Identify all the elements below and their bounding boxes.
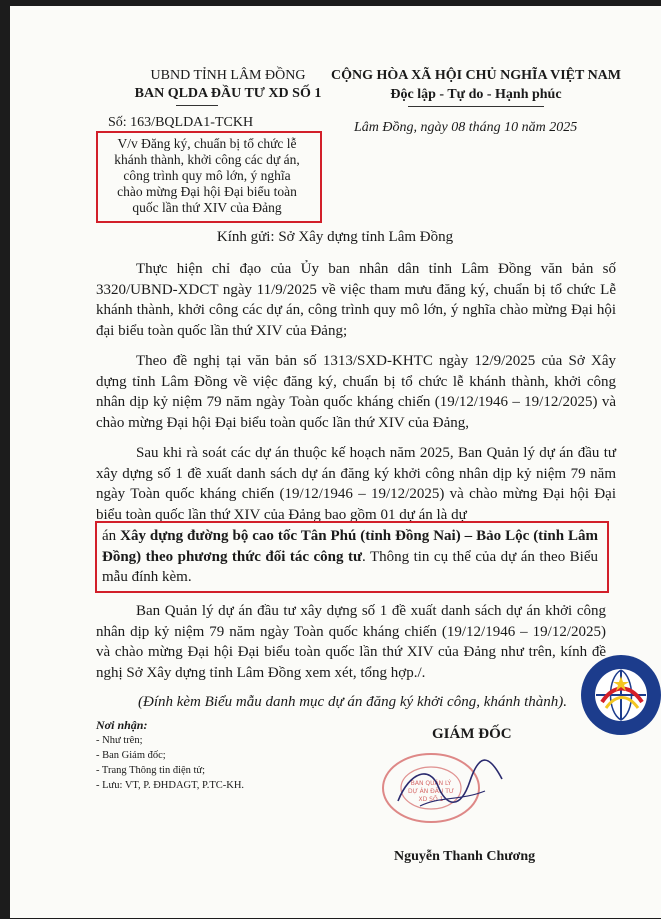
handwritten-signature-icon xyxy=(390,751,510,821)
subject-line: khánh thành, khởi công các dự án, xyxy=(114,152,300,167)
svg-text:DỰ ÁN ĐẦU TƯ: DỰ ÁN ĐẦU TƯ xyxy=(407,788,455,795)
highlight-suffix: . Thông tin cụ thể của dự án theo Biểu mẫu đính kèm. xyxy=(102,548,599,585)
subject-line: V/v Đăng ký, chuẩn bị tổ chức lễ xyxy=(117,136,297,151)
svg-text:XD SỐ 1: XD SỐ 1 xyxy=(418,796,444,803)
signer-name: Nguyễn Thanh Chương xyxy=(394,849,536,864)
svg-text:BAN QUẢN LÝ: BAN QUẢN LÝ xyxy=(410,780,452,787)
paragraph-4: Ban Quản lý dự án đầu tư xây dựng số 1 đề xuất danh sách dự án khởi công nhân dịp kỷ niệm 79 năm ngày Toàn quốc kháng chiến (19/12/1946 – 19/12/2025) và chào mừng Đại hội Đại biểu toàn quốc lần thứ XIV của Đảng như trên, kính đề nghị Sở Xây dựng tỉnh Lâm Đồng xem xét, tổng hợp./. xyxy=(96,603,606,681)
paragraph-3: Sau khi rà soát các dự án thuộc kế hoạch năm 2025, Ban Quản lý dự án đầu tư xây dựng số 1 đề xuất danh sách dự án đăng ký khởi công nhân dịp kỷ niệm 79 năm ngày Toàn quốc kháng chiến (19/12/1946 – 19/12/2025) và chào mừng Đại hội Đại biểu toàn quốc lần thứ XIV của Đảng bao gồm 01 dự án là dự xyxy=(96,445,616,523)
recipient-item: - Lưu: VT, P. ĐHDAGT, P.TC-KH. xyxy=(96,780,245,791)
header-left-rule xyxy=(176,105,218,106)
recipient-line: Kính gửi: Sở Xây dựng tỉnh Lâm Đồng xyxy=(216,229,454,245)
subject-line: chào mừng Đại hội Đại biểu toàn xyxy=(117,184,297,199)
paragraph-2: Theo đề nghị tại văn bản số 1313/SXD-KHTC ngày 12/9/2025 của Sở Xây dựng tỉnh Lâm Đồng về việc đăng ký, chuẩn bị tổ chức lễ khánh thành, khởi công nhân dịp kỷ niệm 79 năm ngày Toàn quốc kháng chiến (19/12/1946 – 19/12/2025) và chào mừng Đại hội Đại biểu toàn quốc lần thứ XIV của Đảng, xyxy=(96,353,616,431)
paragraph-1: Thực hiện chỉ đạo của Ủy ban nhân dân tỉnh Lâm Đồng văn bản số 3320/UBND-XDCT ngày 11/9/2025 về việc tham mưu đăng ký, chuẩn bị tổ chức Lễ khánh thành, khởi công các dự án, công trình quy mô lớn, ý nghĩa chào mừng Đại hội đại biểu toàn quốc lần thứ XIV của Đảng; xyxy=(96,261,616,339)
subject-line: quốc lần thứ XIV của Đảng xyxy=(132,200,282,215)
subject-line: công trình quy mô lớn, ý nghĩa xyxy=(123,168,291,183)
project-name: Xây dựng đường bộ cao tốc Tân Phú (tỉnh Đồng Nai) – Bảo Lộc (tỉnh Lâm Đồng) theo phương thức đối tác công tư xyxy=(102,528,598,565)
signature-title: GIÁM ĐỐC xyxy=(432,726,512,742)
highlight-prefix: án xyxy=(102,528,121,544)
place-date: Lâm Đồng, ngày 08 tháng 10 năm 2025 xyxy=(354,120,578,135)
national-motto: Độc lập - Tự do - Hạnh phúc xyxy=(390,87,562,102)
recipient-item: - Ban Giám đốc; xyxy=(96,750,166,761)
planning-logo-icon xyxy=(580,654,661,736)
recipient-item: - Như trên; xyxy=(96,735,143,746)
document-number: Số: 163/BQLDA1-TCKH xyxy=(108,115,254,130)
attachment-note: (Đính kèm Biểu mẫu danh mục dự án đăng ký khởi công, khánh thành). xyxy=(138,694,568,710)
agency-name: BAN QLDA ĐẦU TƯ XD SỐ 1 xyxy=(134,86,322,101)
subject-block xyxy=(98,136,316,216)
recipients-title: Nơi nhận: xyxy=(96,718,148,732)
agency-parent: UBND TỈNH LÂM ĐỒNG xyxy=(150,68,306,83)
paragraph-3-highlight xyxy=(102,526,598,588)
document-page xyxy=(10,6,661,918)
national-title: CỘNG HÒA XÃ HỘI CHỦ NGHĨA VIỆT NAM xyxy=(330,68,621,83)
motto-rule xyxy=(408,106,544,107)
recipient-item: - Trang Thông tin điện tử; xyxy=(96,765,206,776)
recipients-block xyxy=(96,718,244,793)
